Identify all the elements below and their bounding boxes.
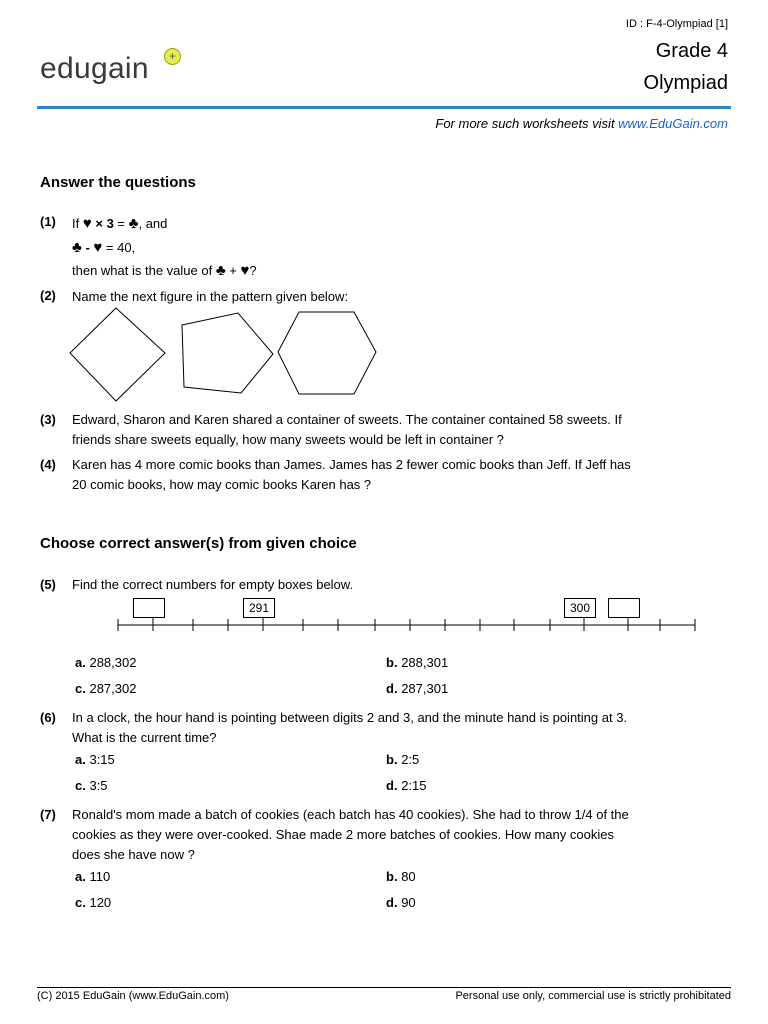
question-1-line-2: ♣ - ♥ = 40, (72, 239, 136, 256)
question-7-line-3: does she have now ? (72, 847, 195, 862)
option-b[interactable]: b. 80 (386, 869, 416, 884)
question-1-line-1: If ♥ × 3 = ♣, and (72, 215, 168, 232)
edugain-logo: edugain (40, 52, 149, 85)
club-icon: ♣ (72, 239, 82, 256)
heart-icon: ♥ (93, 239, 103, 256)
question-2-text: Name the next figure in the pattern given below: (72, 289, 349, 304)
footer-divider (37, 987, 731, 988)
number-line (110, 616, 700, 634)
option-c[interactable]: c. 3:5 (75, 778, 108, 793)
number-line-box: 291 (243, 598, 275, 618)
question-number: (1) (40, 214, 56, 229)
option-d[interactable]: d. 90 (386, 895, 416, 910)
club-icon: ♣ (215, 262, 226, 279)
option-a[interactable]: a. 110 (75, 869, 111, 884)
question-4-line-2: 20 comic books, how may comic books Karen has ? (72, 477, 372, 492)
question-7-line-2: cookies as they were over-cooked. Shae made 2 more batches of cookies. How many cookies (72, 827, 614, 842)
option-b[interactable]: b. 2:5 (386, 752, 420, 767)
option-d[interactable]: d. 2:15 (386, 778, 427, 793)
logo-plus-icon: + (164, 48, 181, 65)
option-a[interactable]: a. 3:15 (75, 752, 115, 767)
question-1-line-3: then what is the value of ♣ + ♥? (72, 262, 257, 279)
option-c[interactable]: c. 287,302 (75, 681, 137, 696)
worksheet-id: ID : F-4-Olympiad [1] (625, 18, 728, 30)
section-title: Choose correct answer(s) from given choice (40, 535, 357, 552)
question-number: (2) (40, 288, 56, 303)
option-d[interactable]: d. 287,301 (386, 681, 449, 696)
question-6-line-2: What is the current time? (72, 730, 217, 745)
question-number: (6) (40, 710, 56, 725)
section-title: Answer the questions (40, 174, 196, 191)
heart-icon: ♥ (82, 215, 92, 232)
question-7-line-1: Ronald's mom made a batch of cookies (each batch has 40 cookies). She had to throw 1/4 of the (72, 807, 629, 822)
heart-icon: ♥ (240, 262, 250, 279)
club-icon: ♣ (128, 215, 139, 232)
number-line-box: 300 (564, 598, 596, 618)
question-5-text: Find the correct numbers for empty boxes below. (72, 577, 354, 592)
option-b[interactable]: b. 288,301 (386, 655, 449, 670)
question-3-line-1: Edward, Sharon and Karen shared a container of sweets. The container contained 58 sweets. If (72, 412, 622, 427)
subject-label: Olympiad (643, 72, 728, 94)
question-number: (4) (40, 457, 56, 472)
option-c[interactable]: c. 120 (75, 895, 112, 910)
header-divider (37, 106, 731, 109)
question-number: (5) (40, 577, 56, 592)
number-line-box (608, 598, 640, 618)
square-shape (70, 308, 165, 401)
number-line-box (133, 598, 165, 618)
pentagon-shape (182, 313, 273, 393)
option-a[interactable]: a. 288,302 (75, 655, 137, 670)
usage-notice: Personal use only, commercial use is strictly prohibitated (455, 990, 731, 1002)
question-4-line-1: Karen has 4 more comic books than James. James has 2 fewer comic books than Jeff. If Jeff has (72, 457, 631, 472)
hexagon-shape (278, 312, 376, 394)
grade-label: Grade 4 (655, 40, 728, 62)
question-3-line-2: friends share sweets equally, how many sweets would be left in container ? (72, 432, 504, 447)
edugain-link[interactable]: www.EduGain.com (618, 116, 728, 131)
shape-pattern-figure (66, 305, 386, 405)
question-6-line-1: In a clock, the hour hand is pointing between digits 2 and 3, and the minute hand is pointing at 3. (72, 710, 628, 725)
question-number: (7) (40, 807, 56, 822)
copyright-text: (C) 2015 EduGain (www.EduGain.com) (37, 990, 229, 1002)
visit-line: For more such worksheets visit www.EduGain.com (435, 116, 728, 131)
question-number: (3) (40, 412, 56, 427)
